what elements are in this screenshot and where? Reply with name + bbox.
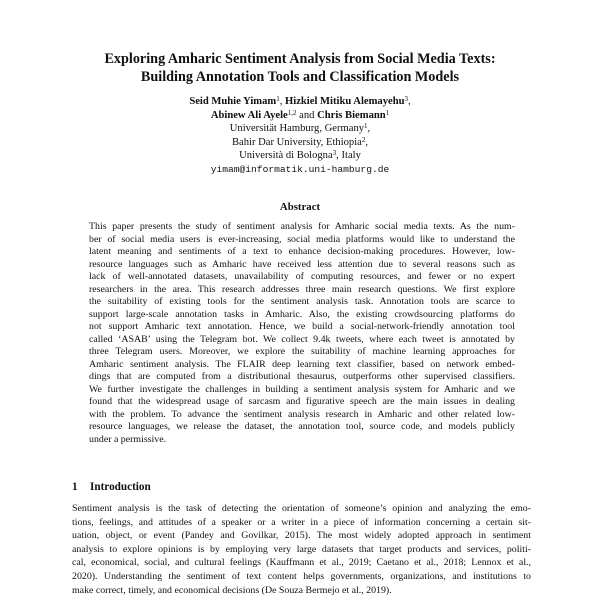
affiliation-name: Università di Bologna xyxy=(239,150,333,162)
text-line: make correct, timely, and economical decisions (De Souza Bermejo et al., 2019). xyxy=(72,584,392,596)
affiliation: Universität Hamburg, Germany$^1$, xyxy=(229,122,371,135)
text-line: We further investigate the challenges in building a sentiment analysis system for Amharic and we xyxy=(89,383,515,395)
author-affil-mark: 1 xyxy=(276,95,280,103)
author-email: yimam@informatik.uni-hamburg.de xyxy=(210,163,390,175)
text-line: 2020). Understanding the sentiment of text content helps governments, organizations, and institutions to xyxy=(72,570,531,582)
text-line: resource languages, we release the dataset, the annotation tool, source code, and models publicly xyxy=(89,421,515,432)
affil-mark: 3 xyxy=(332,149,337,158)
text-line: found that the widespread usage of sarcasm and figurative speech are the main issues in dealing xyxy=(89,396,515,407)
affiliation-name: Universität Hamburg, Germany xyxy=(229,123,365,135)
author-name: Abinew Ali Ayele xyxy=(210,109,288,121)
author-affil-mark: 1 xyxy=(385,108,390,117)
abstract-body xyxy=(89,221,515,446)
text-line: tions, feelings, and attitudes of a speaker or a writer in a piece of information concerning a certain sit- xyxy=(72,516,531,528)
text-line: resource languages such as Amharic have received less attention due to several reasons such as xyxy=(89,258,515,270)
text-line: not support Amharic text annotation. Hence, we build a social-network-friendly annotation tool xyxy=(89,321,515,332)
text-line: the suitability of existing tools for the sentiment analysis task. Annotation tools are scarce to xyxy=(89,296,515,307)
author-name: Hizkiel Mitiku Alemayehu xyxy=(285,96,405,107)
text-line: researchers in the area. This research addresses three main research questions. We first explore xyxy=(89,283,515,295)
paper-title xyxy=(60,50,540,86)
text-line: dings that are computed from a distributional thesaurus, outperforms other supervised classifiers. xyxy=(89,371,515,382)
affiliation: Bahir Dar University, Ethiopia$^2$, xyxy=(231,135,369,148)
text-line: ber of social media users is ever-increasing, social media platforms would like to understand the xyxy=(89,233,515,245)
text-line: uation, object, or event (Pandey and Govilkar, 2015). The most widely adopted approach in sentiment xyxy=(72,530,531,542)
author-name: Chris Biemann xyxy=(317,109,386,121)
affiliation xyxy=(60,149,540,163)
affiliation-suffix: , Italy xyxy=(336,150,361,162)
authors-line-2 xyxy=(60,109,540,123)
section-heading xyxy=(72,480,151,494)
text-line: analysis to explore opinions is by employing very large datasets that target products and services, politi- xyxy=(72,543,531,555)
title-line: Building Annotation Tools and Classification Models xyxy=(140,69,460,85)
author-name: Seid Muhie Yimam xyxy=(189,96,277,107)
text-line: support large-scale annotation tasks in Amharic. Also, the existing crowdsourcing platforms do xyxy=(89,308,515,320)
text-line: lack of well-annotated datasets, unavailability of computing resources, and fewer or no expert xyxy=(89,271,515,282)
abstract-heading: Abstract xyxy=(279,201,321,213)
text-line: Sentiment analysis is the task of detecting the orientation of someone’s opinion and analyzing the emo- xyxy=(72,503,531,514)
authors-line-1: Seid Muhie Yimam$^1$, Hizkiel Mitiku Alemayehu$^3$, xyxy=(189,95,411,107)
text-line: with the problem. To advance the sentiment analysis research in Amharic and other related low- xyxy=(89,408,515,420)
author-affil-mark: 1,2 xyxy=(287,108,297,117)
affil-mark: 2 xyxy=(361,135,366,144)
text-line: cal, economical, social, and cultural feelings (Kauffmann et al., 2019; Caetano et al., 2018; Lennox et al., xyxy=(72,557,531,569)
section-number: 1 xyxy=(72,481,78,493)
author-block xyxy=(60,95,540,177)
author-affil-mark: 3 xyxy=(404,95,409,103)
text-line: latent meaning and sentiments of a text to enhance decision-making procedures. However, low- xyxy=(89,246,515,257)
introduction-body xyxy=(72,502,531,597)
text-line: under a permissive. xyxy=(89,433,167,445)
author-conjunction: and xyxy=(299,109,315,121)
text-line: three Telegram users. Moreover, we explore the suitability of machine learning approaches for xyxy=(89,346,515,357)
affiliation-name: Bahir Dar University, Ethiopia xyxy=(231,136,362,148)
section-title: Introduction xyxy=(90,481,151,493)
text-line: This paper presents the study of sentiment analysis for Amharic social media texts. As the num- xyxy=(89,221,515,232)
text-line: called ‘ASAB’ using the Telegram bot. We collect 9.4k tweets, where each tweet is annotated by xyxy=(89,333,515,345)
affil-mark: 1 xyxy=(364,122,368,131)
title-line: Exploring Amharic Sentiment Analysis from Social Media Texts: xyxy=(104,51,496,67)
text-line: Amharic sentiment analysis. The FLAIR deep learning text classifier, based on network embed- xyxy=(89,358,515,370)
